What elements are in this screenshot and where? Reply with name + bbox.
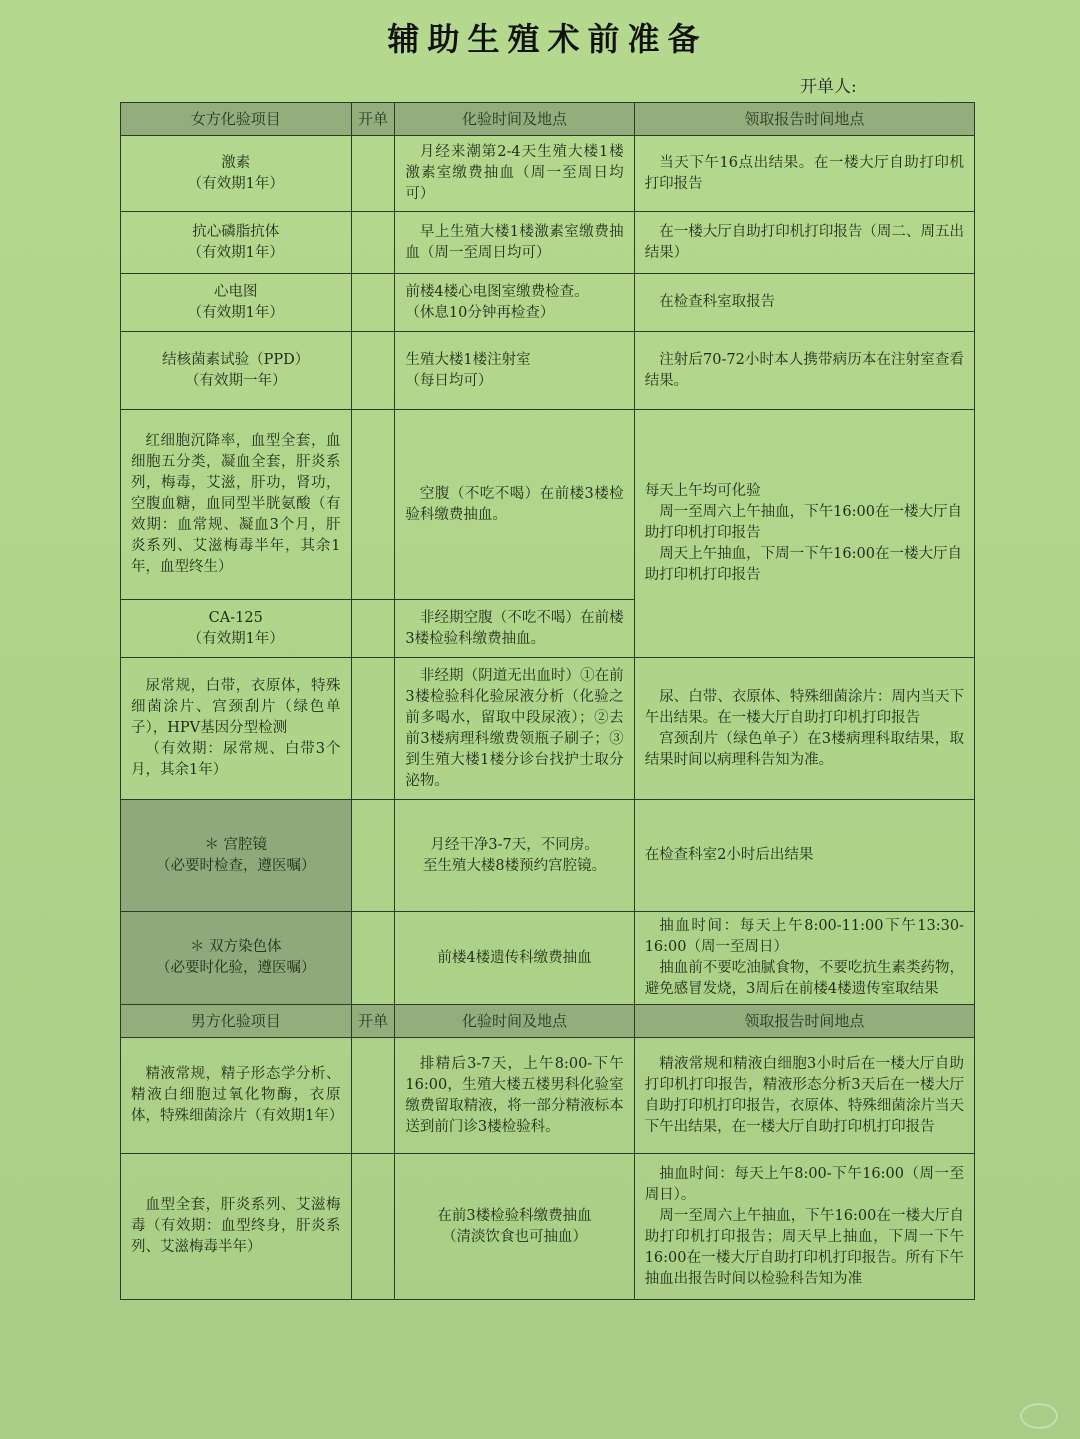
test-item-name: 结核菌素试验（PPD）: [162, 351, 310, 368]
test-item-cell: 红细胞沉降率，血型全套，血细胞五分类，凝血全套，肝炎系列，梅毒，艾滋，肝功，肾功，空腹血糖，血同型半胱氨酸（有效期：血常规、凝血3个月，肝炎系列、艾滋梅毒半年，其余1年，血型终生）: [121, 410, 352, 600]
report-line: 宫颈刮片（绿色单子）在3楼病理科取结果，取结果时间以病理科告知为准。: [644, 730, 964, 768]
order-checkbox-cell[interactable]: [351, 912, 395, 1005]
test-item-validity: （必要时化验，遵医嘱）: [156, 960, 316, 976]
table-row: [121, 136, 975, 212]
table-row: [121, 410, 975, 600]
test-time-place: 排精后3-7天，上午8:00-下午16:00，生殖大楼五楼男科化验室缴费留取精液，将一部分精液标本送到前门诊3楼检验科。: [395, 1038, 634, 1154]
test-time-place: [395, 332, 634, 410]
document-title: 辅助生殖术前准备: [387, 20, 708, 58]
test-time-place-line: 月经干净3-7天，不同房。: [430, 836, 599, 853]
table-row: [121, 658, 975, 800]
test-item-name: 尿常规，白带，衣原体，特殊细菌涂片、宫颈刮片（绿色单子），HPV基因分型检测: [131, 678, 341, 736]
header-test-time-place: 化验时间及地点: [395, 103, 634, 136]
test-item-name: 抗心磷脂抗体: [192, 223, 280, 240]
test-item-validity: （有效期1年）: [187, 175, 284, 192]
test-item-cell: 血型全套，肝炎系列、艾滋梅毒（有效期：血型终身，肝炎系列、艾滋梅毒半年）: [121, 1154, 352, 1300]
test-time-place-line: 生殖大楼1楼注射室: [405, 351, 531, 368]
test-time-place-line: 前楼4楼心电图室缴费检查。: [405, 283, 589, 300]
test-item-cell: [121, 212, 352, 274]
order-checkbox-cell[interactable]: [351, 1154, 395, 1300]
test-item-name: ＊ 宫腔镜: [204, 836, 268, 853]
table-row: [121, 1154, 975, 1300]
report-time-place: 当天下午16点出结果。在一楼大厅自助打印机打印报告: [634, 136, 974, 212]
test-time-place-line: 至生殖大楼8楼预约宫腔镜。: [422, 857, 607, 874]
report-line: 周天上午抽血，下周一下午16:00在一楼大厅自助打印机打印报告: [644, 546, 962, 583]
order-checkbox-cell[interactable]: [351, 212, 395, 274]
test-item-cell: [121, 800, 352, 912]
order-checkbox-cell[interactable]: [351, 800, 395, 912]
test-item-name: CA-125: [208, 609, 263, 626]
table-row: [121, 274, 975, 332]
report-time-place: 精液常规和精液白细胞3小时后在一楼大厅自助打印机打印报告，精液形态分析3天后在一楼大厅自助打印机打印报告，衣原体、特殊细菌涂片当天下午出结果，在一楼大厅自助打印机打印报告: [634, 1038, 974, 1154]
report-time-place: 注射后70-72小时本人携带病历本在注射室查看结果。: [634, 332, 974, 410]
report-line: 每天上午均可化验: [644, 483, 761, 499]
watermark-logo-icon: [1020, 1403, 1058, 1429]
table-row: [121, 912, 975, 1005]
test-time-place-line: （清淡饮食也可抽血）: [442, 1228, 588, 1245]
header-order: 开单: [351, 1005, 395, 1038]
test-time-place-line: （每日均可）: [405, 372, 493, 389]
test-item-cell: [121, 912, 352, 1005]
table-row: [121, 1038, 975, 1154]
report-time-place: [634, 1154, 974, 1300]
test-time-place: [395, 800, 634, 912]
test-time-place: [395, 274, 634, 332]
report-line: 抽血时间：每天上午8:00-11:00下午13:30-16:00（周一至周日）: [644, 918, 964, 955]
order-checkbox-cell[interactable]: [351, 600, 395, 658]
test-item-cell: [121, 332, 352, 410]
order-checkbox-cell[interactable]: [351, 1038, 395, 1154]
order-checkbox-cell[interactable]: [351, 136, 395, 212]
header-report-time-place: 领取报告时间地点: [634, 1005, 974, 1038]
report-time-place: 在一楼大厅自助打印机打印报告（周二、周五出结果）: [634, 212, 974, 274]
header-report-time-place: 领取报告时间地点: [634, 103, 974, 136]
test-item-name: 激素: [221, 154, 251, 171]
test-time-place: 前楼4楼遗传科缴费抽血: [395, 912, 634, 1005]
male-header-row: [121, 1005, 975, 1038]
test-item-validity: （有效期1年）: [187, 244, 284, 261]
report-time-place: 在检查科室取报告: [634, 274, 974, 332]
test-time-place: 早上生殖大楼1楼激素室缴费抽血（周一至周日均可）: [395, 212, 634, 274]
test-item-validity: （必要时检查，遵医嘱）: [156, 857, 316, 874]
test-item-validity: （有效期：尿常规、白带3个月，其余1年）: [131, 741, 341, 778]
test-item-validity: （有效期1年）: [187, 304, 284, 321]
test-time-place: 非经期（阴道无出血时）①在前3楼检验科化验尿液分析（化验之前多喝水，留取中段尿液）；②去前3楼病理科缴费领瓶子刷子；③到生殖大楼1楼分诊台找护士取分泌物。: [395, 658, 634, 800]
test-time-place-line: 在前3楼检验科缴费抽血: [437, 1207, 592, 1224]
table-row: [121, 332, 975, 410]
report-time-place: [634, 912, 974, 1005]
issuer-label: 开单人:: [800, 77, 857, 97]
report-line: 抽血时间：每天上午8:00-下午16:00（周一至周日）。: [644, 1165, 964, 1203]
test-time-place: 空腹（不吃不喝）在前楼3楼检验科缴费抽血。: [395, 410, 634, 600]
test-item-cell: [121, 136, 352, 212]
test-item-cell: [121, 600, 352, 658]
test-item-name: ＊ 双方染色体: [189, 939, 282, 955]
table-row: [121, 800, 975, 912]
report-line: 尿、白带、衣原体、特殊细菌涂片：周内当天下午出结果。在一楼大厅自助打印机打印报告: [644, 688, 964, 726]
report-time-place: 在检查科室2小时后出结果: [634, 800, 974, 912]
test-item-cell: 精液常规，精子形态学分析、精液白细胞过氧化物酶，衣原体，特殊细菌涂片（有效期1年）: [121, 1038, 352, 1154]
test-item-validity: （有效期1年）: [187, 630, 284, 647]
header-test-time-place: 化验时间及地点: [395, 1005, 634, 1038]
report-time-place: [634, 658, 974, 800]
order-checkbox-cell[interactable]: [351, 332, 395, 410]
order-checkbox-cell[interactable]: [351, 658, 395, 800]
header-order: 开单: [351, 103, 395, 136]
report-line: 抽血前不要吃油腻食物，不要吃抗生素类药物，避免感冒发烧，3周后在前楼4楼遗传室取结果: [644, 960, 964, 997]
report-line: 周一至周六上午抽血，下午16:00在一楼大厅自助打印机打印报告；周天早上抽血，下周一下午16:00在一楼大厅自助打印机打印报告。所有下午抽血出报告时间以检验科告知为准: [644, 1207, 964, 1287]
test-time-place: 非经期空腹（不吃不喝）在前楼3楼检验科缴费抽血。: [395, 600, 634, 658]
report-line: 周一至周六上午抽血，下午16:00在一楼大厅自助打印机打印报告: [644, 504, 962, 541]
test-time-place: [395, 1154, 634, 1300]
test-time-place: 月经来潮第2-4天生殖大楼1楼激素室缴费抽血（周一至周日均可）: [395, 136, 634, 212]
test-item-cell: [121, 658, 352, 800]
test-item-cell: [121, 274, 352, 332]
test-item-validity: （有效期一年）: [185, 372, 287, 389]
header-male-tests: 男方化验项目: [121, 1005, 352, 1038]
report-time-place: [634, 410, 974, 658]
order-checkbox-cell[interactable]: [351, 410, 395, 600]
order-checkbox-cell[interactable]: [351, 274, 395, 332]
table-row: [121, 212, 975, 274]
test-time-place-line: （休息10分钟再检查）: [405, 304, 555, 321]
pre-op-test-table: [120, 102, 975, 1300]
header-female-tests: 女方化验项目: [121, 103, 352, 136]
test-item-name: 心电图: [214, 283, 258, 300]
female-header-row: [121, 103, 975, 136]
